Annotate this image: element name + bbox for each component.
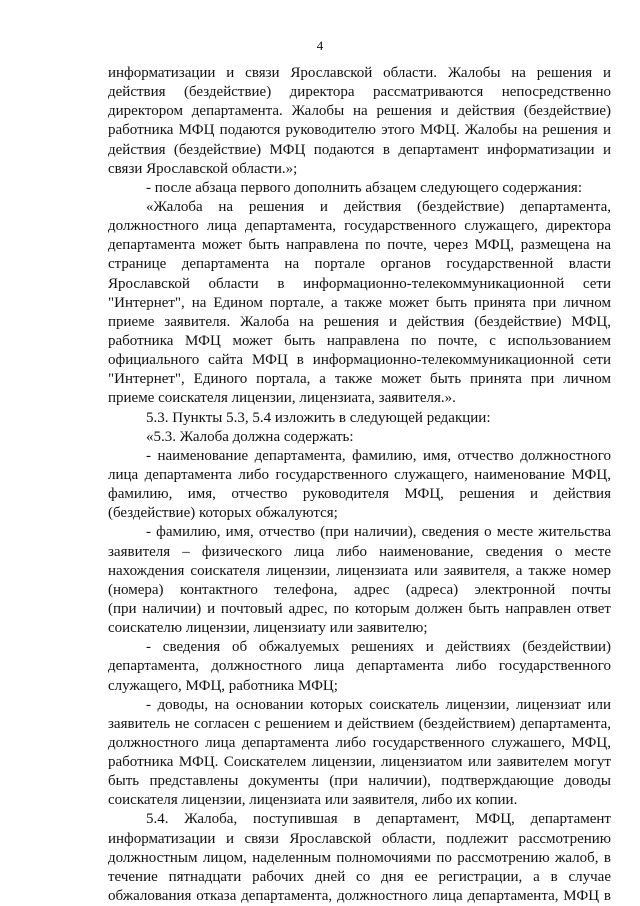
document-body	[108, 64, 611, 906]
text-line: информатизации и связи Ярославской области, подлежит рассмотрению	[108, 830, 611, 847]
text-line: служащего, МФЦ, работника МФЦ;	[108, 677, 338, 694]
text-line: "Интернет", на Едином портале, а также может быть принята при личном	[108, 294, 611, 311]
text-line: «Жалоба на решения и действия (бездействие) департамента,	[146, 198, 611, 215]
text-line: работника МФЦ подаются руководителю этого МФЦ. Жалобы на решения и	[108, 122, 611, 139]
text-line: быть представлены документы (при наличии), подтверждающие доводы	[108, 773, 611, 790]
text-line: должностного лица департамента, государственного служащего, директора	[108, 218, 611, 235]
text-line: департамента может быть направлена по почте, через МФЦ, размещена на	[108, 237, 611, 254]
text-line: обжалования отказа департамента, должностного лица департамента, МФЦ в	[108, 888, 611, 905]
text-line: "Интернет", Единого портала, а также может быть принята при личном	[108, 371, 611, 388]
text-line: приеме заявителя. Жалоба на решения и действия (бездействие) МФЦ,	[108, 313, 611, 330]
text-line: (номера) контактного телефона, адрес (адреса) электронной почты	[108, 581, 611, 598]
text-line: действия (бездействие) директора рассматриваются непосредственно	[108, 84, 611, 101]
text-line: - фамилию, имя, отчество (при наличии), сведения о месте жительства	[146, 524, 611, 541]
text-line: (при наличии) и почтовый адрес, по которым должен быть направлен ответ	[108, 600, 611, 617]
text-line: работника МФЦ может быть направлена по почте, с использованием	[108, 332, 611, 349]
text-line: департамента, должностного лица департамента либо государственного	[108, 658, 611, 675]
text-line: «5.3. Жалоба должна содержать:	[146, 428, 354, 445]
text-line: должностным лицом, наделенным полномочиями по рассмотрению жалоб, в	[108, 849, 611, 866]
text-line: Ярославской области в информационно-телекоммуникационной сети	[108, 275, 611, 292]
text-line: официального сайта МФЦ в информационно-телекоммуникационной сети	[108, 352, 611, 369]
text-line: связи Ярославской области.»;	[108, 160, 298, 177]
text-line: нахождения соискателя лицензии, лицензиата или заявителя, а также номер	[108, 562, 611, 579]
text-line: директором департамента. Жалобы на решения и действия (бездействие)	[108, 103, 611, 120]
text-line: фамилию, имя, отчество руководителя МФЦ, решения и действия	[108, 486, 611, 503]
text-line: действия (бездействие) МФЦ подаются в департамент информатизации и	[108, 141, 611, 158]
text-line: соискателя лицензии, лицензиата или заявителя, либо их копии.	[108, 792, 518, 809]
text-line: заявителя – физического лица либо наименование, сведения о месте	[108, 543, 611, 560]
text-line: информатизации и связи Ярославской области. Жалобы на решения и	[108, 65, 611, 81]
text-line: соискателю лицензии, лицензиату или заявителю;	[108, 620, 428, 637]
text-line: работника МФЦ. Соискателем лицензии, лицензиатом или заявителем могут	[108, 754, 611, 771]
text-line: 5.4. Жалоба, поступившая в департамент, МФЦ, департамент	[146, 811, 611, 828]
text-line: странице департамента на портале органов государственной власти	[108, 256, 611, 273]
text-line: заявитель не согласен с решением и действием (бездействием) департамента,	[108, 715, 611, 732]
text-line: 5.3. Пункты 5.3, 5.4 изложить в следующей редакции:	[146, 409, 491, 426]
text-line: - наименование департамента, фамилию, имя, отчество должностного	[146, 447, 611, 464]
text-line: приеме соискателя лицензии, лицензиата, заявителя.».	[108, 390, 456, 407]
text-line: - доводы, на основании которых соискатель лицензии, лицензиат или	[146, 696, 611, 713]
text-line: - сведения об обжалуемых решениях и действиях (бездействии)	[146, 639, 611, 656]
text-line: течение пятнадцати рабочих дней со дня ее регистрации, а в случае	[108, 868, 611, 885]
text-line: - после абзаца первого дополнить абзацем следующего содержания:	[146, 179, 582, 196]
page-number: 4	[316, 38, 324, 53]
text-line: лица департамента либо государственного служащего, наименование МФЦ,	[108, 466, 611, 483]
text-line: (бездействие) которых обжалуются;	[108, 505, 338, 522]
text-line: должностного лица департамента либо государственного служашего, МФЦ,	[108, 734, 611, 751]
